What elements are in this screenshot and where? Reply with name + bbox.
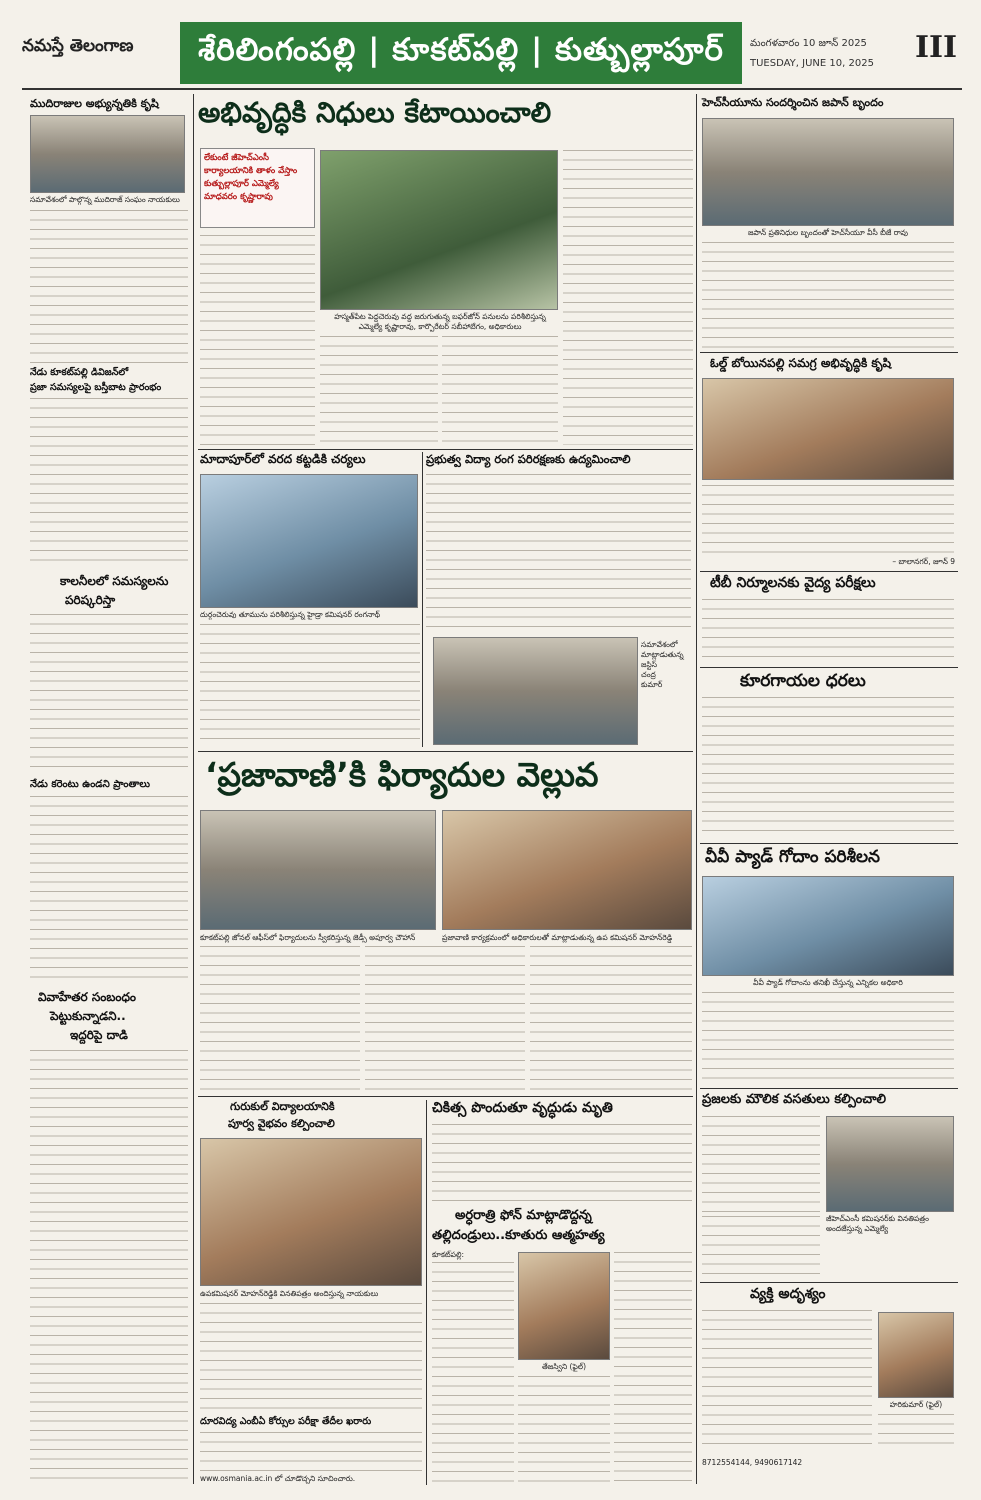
left-headline-5-line1: వివాహేతర సంబంధం (38, 990, 136, 1004)
gurukul-headline-line2: పూర్వ వైభవం కల్పించాలి (228, 1117, 335, 1130)
photo (826, 1116, 954, 1212)
lead-bullet-4: మాధవరం కృష్ణారావు (204, 192, 273, 202)
column-divider (426, 1100, 427, 1485)
prajavani-body-col3 (530, 946, 692, 1091)
midnight-body-col3 (614, 1252, 692, 1484)
lead-caption (320, 312, 560, 332)
distance-footer: www.osmania.ac.in లో చూడొచ్చని సూచించారు. (200, 1474, 356, 1483)
right-article-6-body-col1 (702, 1116, 820, 1212)
column-divider-left (193, 94, 194, 1484)
education-caption-2: మాట్లాడుతున్న (641, 650, 684, 659)
education-caption-1: సమావేశంలో (641, 640, 678, 649)
left-headline-5-line2: పెట్టుకున్నాడని.. (50, 1009, 126, 1023)
area-title: శేరిలింగంపల్లి | కూకట్‌పల్లి | కుత్బుల్లాపూర్ (180, 22, 742, 84)
left-article-5-body (30, 1050, 188, 1480)
education-caption-5: కుమార్ (641, 680, 663, 689)
left-headline-4: నేడు కరెంటు ఉండని ప్రాంతాలు (30, 779, 150, 790)
left-article-4-body (30, 796, 188, 984)
date-block (750, 34, 900, 74)
left-headline-2-line2: ప్రజా సమస్యలపై బస్తీబాట ప్రారంభం (30, 382, 162, 393)
right-caption-6: జీహెచ్‌ఎంసీ కమిషనర్‌కు వినతిపత్రం అందజేస్తున్న ఎమ్మెల్యే (826, 1214, 929, 1233)
flood-headline: మాదాపూర్‌లో వరద కట్టడికి చర్యలు (200, 452, 366, 466)
right-article-6-body-col2 (702, 1216, 820, 1276)
right-article-7-body (702, 1310, 872, 1450)
lead-bullets (200, 148, 315, 228)
right-article-1-body (702, 242, 954, 348)
midnight-body-col1 (432, 1262, 514, 1484)
prajavani-caption-1: కూకట్‌పల్లి జోనల్ ఆఫీస్‌లో ఫిర్యాదులను స్వీకరిస్తున్న జెడ్సీ అపూర్వ చౌహాన్ (200, 933, 416, 942)
education-caption-4: చంద్ర (641, 670, 656, 679)
paper-name: నమస్తే తెలంగాణ (22, 36, 134, 56)
lead-body-col2 (320, 336, 438, 444)
right-article-2-body (702, 485, 954, 555)
photo (702, 378, 954, 480)
rule (700, 352, 958, 353)
contact-phone: 8712554144, 9490617142 (702, 1458, 803, 1467)
distance-headline: దూరవిద్య ఎంబీఏ కోర్సుల పరీక్షా తేదీల ఖరారు (200, 1416, 372, 1427)
vegetable-prices-body (702, 697, 954, 837)
right-article-5-body (702, 992, 954, 1084)
midnight-dateline: కూకట్‌పల్లి: (432, 1250, 465, 1259)
right-headline-3: టీబీ నిర్మూలనకు వైద్య పరీక్షలు (710, 575, 876, 591)
rule (198, 1096, 693, 1097)
photo (878, 1312, 954, 1398)
rule (198, 751, 693, 752)
treatment-body (432, 1124, 692, 1204)
left-article-1-body (30, 210, 188, 365)
photo (518, 1252, 610, 1360)
masthead (22, 22, 962, 84)
page-number: III (914, 30, 958, 65)
photo (433, 637, 638, 745)
rule (700, 1088, 958, 1089)
column-divider-right (696, 94, 697, 1484)
right-caption-1: జపాన్ ప్రతినిధుల బృందంతో హెచ్‌సీయూ వీసీ బీజే రావు (747, 228, 909, 237)
midnight-headline-line1: అర్ధరాత్రి ఫోన్ మాట్లాడొద్దన్న (455, 1208, 592, 1223)
photo (200, 474, 418, 608)
midnight-caption: తేజస్విని (ఫైల్) (541, 1362, 587, 1371)
left-headline-2-line1: నేడు కూకట్‌పల్లి డివిజన్‌లో (30, 367, 129, 378)
right-headline-6: ప్రజలకు మౌలిక వసతులు కల్పించాలి (702, 1092, 887, 1107)
date-english: TUESDAY, JUNE 10, 2025 (750, 58, 874, 69)
prajavani-body-col2 (365, 946, 525, 1091)
photo (702, 876, 954, 976)
midnight-headline-line2: తల్లిదండ్రులు..కూతురు ఆత్మహత్య (432, 1228, 605, 1243)
rule (700, 571, 958, 572)
education-caption-3: జస్టిస్ (641, 660, 658, 669)
education-caption (641, 640, 693, 700)
right-headline-7: వ్యక్తి అదృశ్యం (750, 1286, 826, 1302)
gurukul-body (200, 1303, 422, 1413)
prajavani-body-col1 (200, 946, 360, 1091)
lead-body-col1 (200, 235, 315, 445)
left-caption-1: సమావేశంలో పాల్గొన్న ముదిరాజ్ సంఘం నాయకులు (30, 195, 180, 204)
photo (702, 118, 954, 226)
left-article-3-body (30, 614, 188, 772)
right-article-3-body (702, 599, 954, 663)
flood-body (200, 624, 420, 746)
masthead-rule (22, 88, 962, 90)
right-article-7-body-tail (878, 1414, 954, 1450)
rule (700, 1282, 958, 1283)
date-telugu: మంగళవారం 10 జూన్ 2025 (750, 38, 867, 49)
lead-body-col3 (442, 336, 558, 444)
rule (700, 667, 958, 668)
left-article-2-body (30, 398, 188, 568)
left-headline-1: ముదిరాజుల అభ్యున్నతికి కృషి (30, 97, 159, 110)
rule (700, 843, 958, 844)
right-caption-5: వీవీ ప్యాడ్ గోదాంను తనిఖీ చేస్తున్న ఎన్నికల అధికారి (753, 978, 903, 987)
prajavani-caption-2: ప్రజావాణి కార్యక్రమంలో అధికారులతో మాట్లాడుతున్న ఉప కమిషనర్ మోహన్‌రెడ్డి (442, 933, 673, 942)
lead-caption-line1: హస్మత్‌పేట పెద్దచెరువు వద్ద జరుగుతున్న బఫర్‌జోన్ పనులను పరిశీలిస్తున్న (334, 312, 546, 321)
left-headline-3-line2: పరిష్కరిస్తా (65, 593, 116, 607)
lead-bullet-2: కార్యాలయానికి తాళం వేస్తాం (204, 166, 298, 176)
midnight-body-col2 (518, 1376, 610, 1484)
right-caption-7: హరికుమార్ (ఫైల్) (889, 1400, 943, 1409)
lead-body-col4 (563, 150, 693, 445)
right-dateline: – బాలానగర్, జూన్ 9 (892, 557, 955, 566)
gurukul-headline-line1: గురుకుల్ విద్యాలయానికి (230, 1100, 335, 1113)
right-headline-2: ఓల్డ్ బోయినపల్లి సమగ్ర అభివృద్ధికి కృషి (710, 356, 892, 370)
photo (30, 115, 185, 193)
right-headline-5: వీవీ ప్యాడ్ గోదాం పరిశీలన (705, 847, 880, 867)
education-headline: ప్రభుత్వ విద్యా రంగ పరిరక్షణకు ఉద్యమించాలి (426, 452, 631, 466)
photo (200, 1138, 422, 1286)
lead-headline: అభివృద్ధికి నిధులు కేటాయించాలి (198, 96, 552, 129)
photo (442, 810, 692, 930)
distance-body (200, 1432, 422, 1472)
photo (200, 810, 436, 930)
column-divider (422, 452, 423, 747)
lead-bullet-3: కుత్బుల్లాపూర్ ఎమ్మెల్యే (204, 179, 279, 189)
lead-bullet-1: లేకుంటే జీహెచ్‌ఎంసీ (204, 153, 270, 163)
left-headline-3-line1: కాలనీలలో సమస్యలను (60, 574, 169, 588)
flood-caption: దుర్గంచెరువు తూమును పరిశీలిస్తున్న హైడ్రా కమిషనర్ రంగనాథ్ (200, 610, 381, 619)
rule (198, 449, 693, 450)
gurukul-caption: ఉపకమిషనర్ మోహన్‌రెడ్డికి వినతిపత్రం అందిస్తున్న నాయకులు (200, 1289, 379, 1298)
treatment-headline: చికిత్స పొందుతూ వృద్ధుడు మృతి (432, 1100, 613, 1116)
prajavani-headline: ‘ప్రజావాణి’కి ఫిర్యాదుల వెల్లువ (205, 755, 599, 794)
photo (320, 150, 558, 310)
left-headline-5-line3: ఇద్దరిపై దాడి (70, 1028, 128, 1042)
education-body (426, 474, 691, 634)
right-headline-1: హెచ్‌సీయూను సందర్శించిన జపాన్ బృందం (702, 96, 884, 109)
right-headline-4: కూరగాయల ధరలు (740, 671, 866, 691)
lead-caption-line2: ఎమ్మెల్యే కృష్ణారావు, కార్పొరేటర్ సబీహాబేగం, అధికారులు (358, 322, 522, 331)
